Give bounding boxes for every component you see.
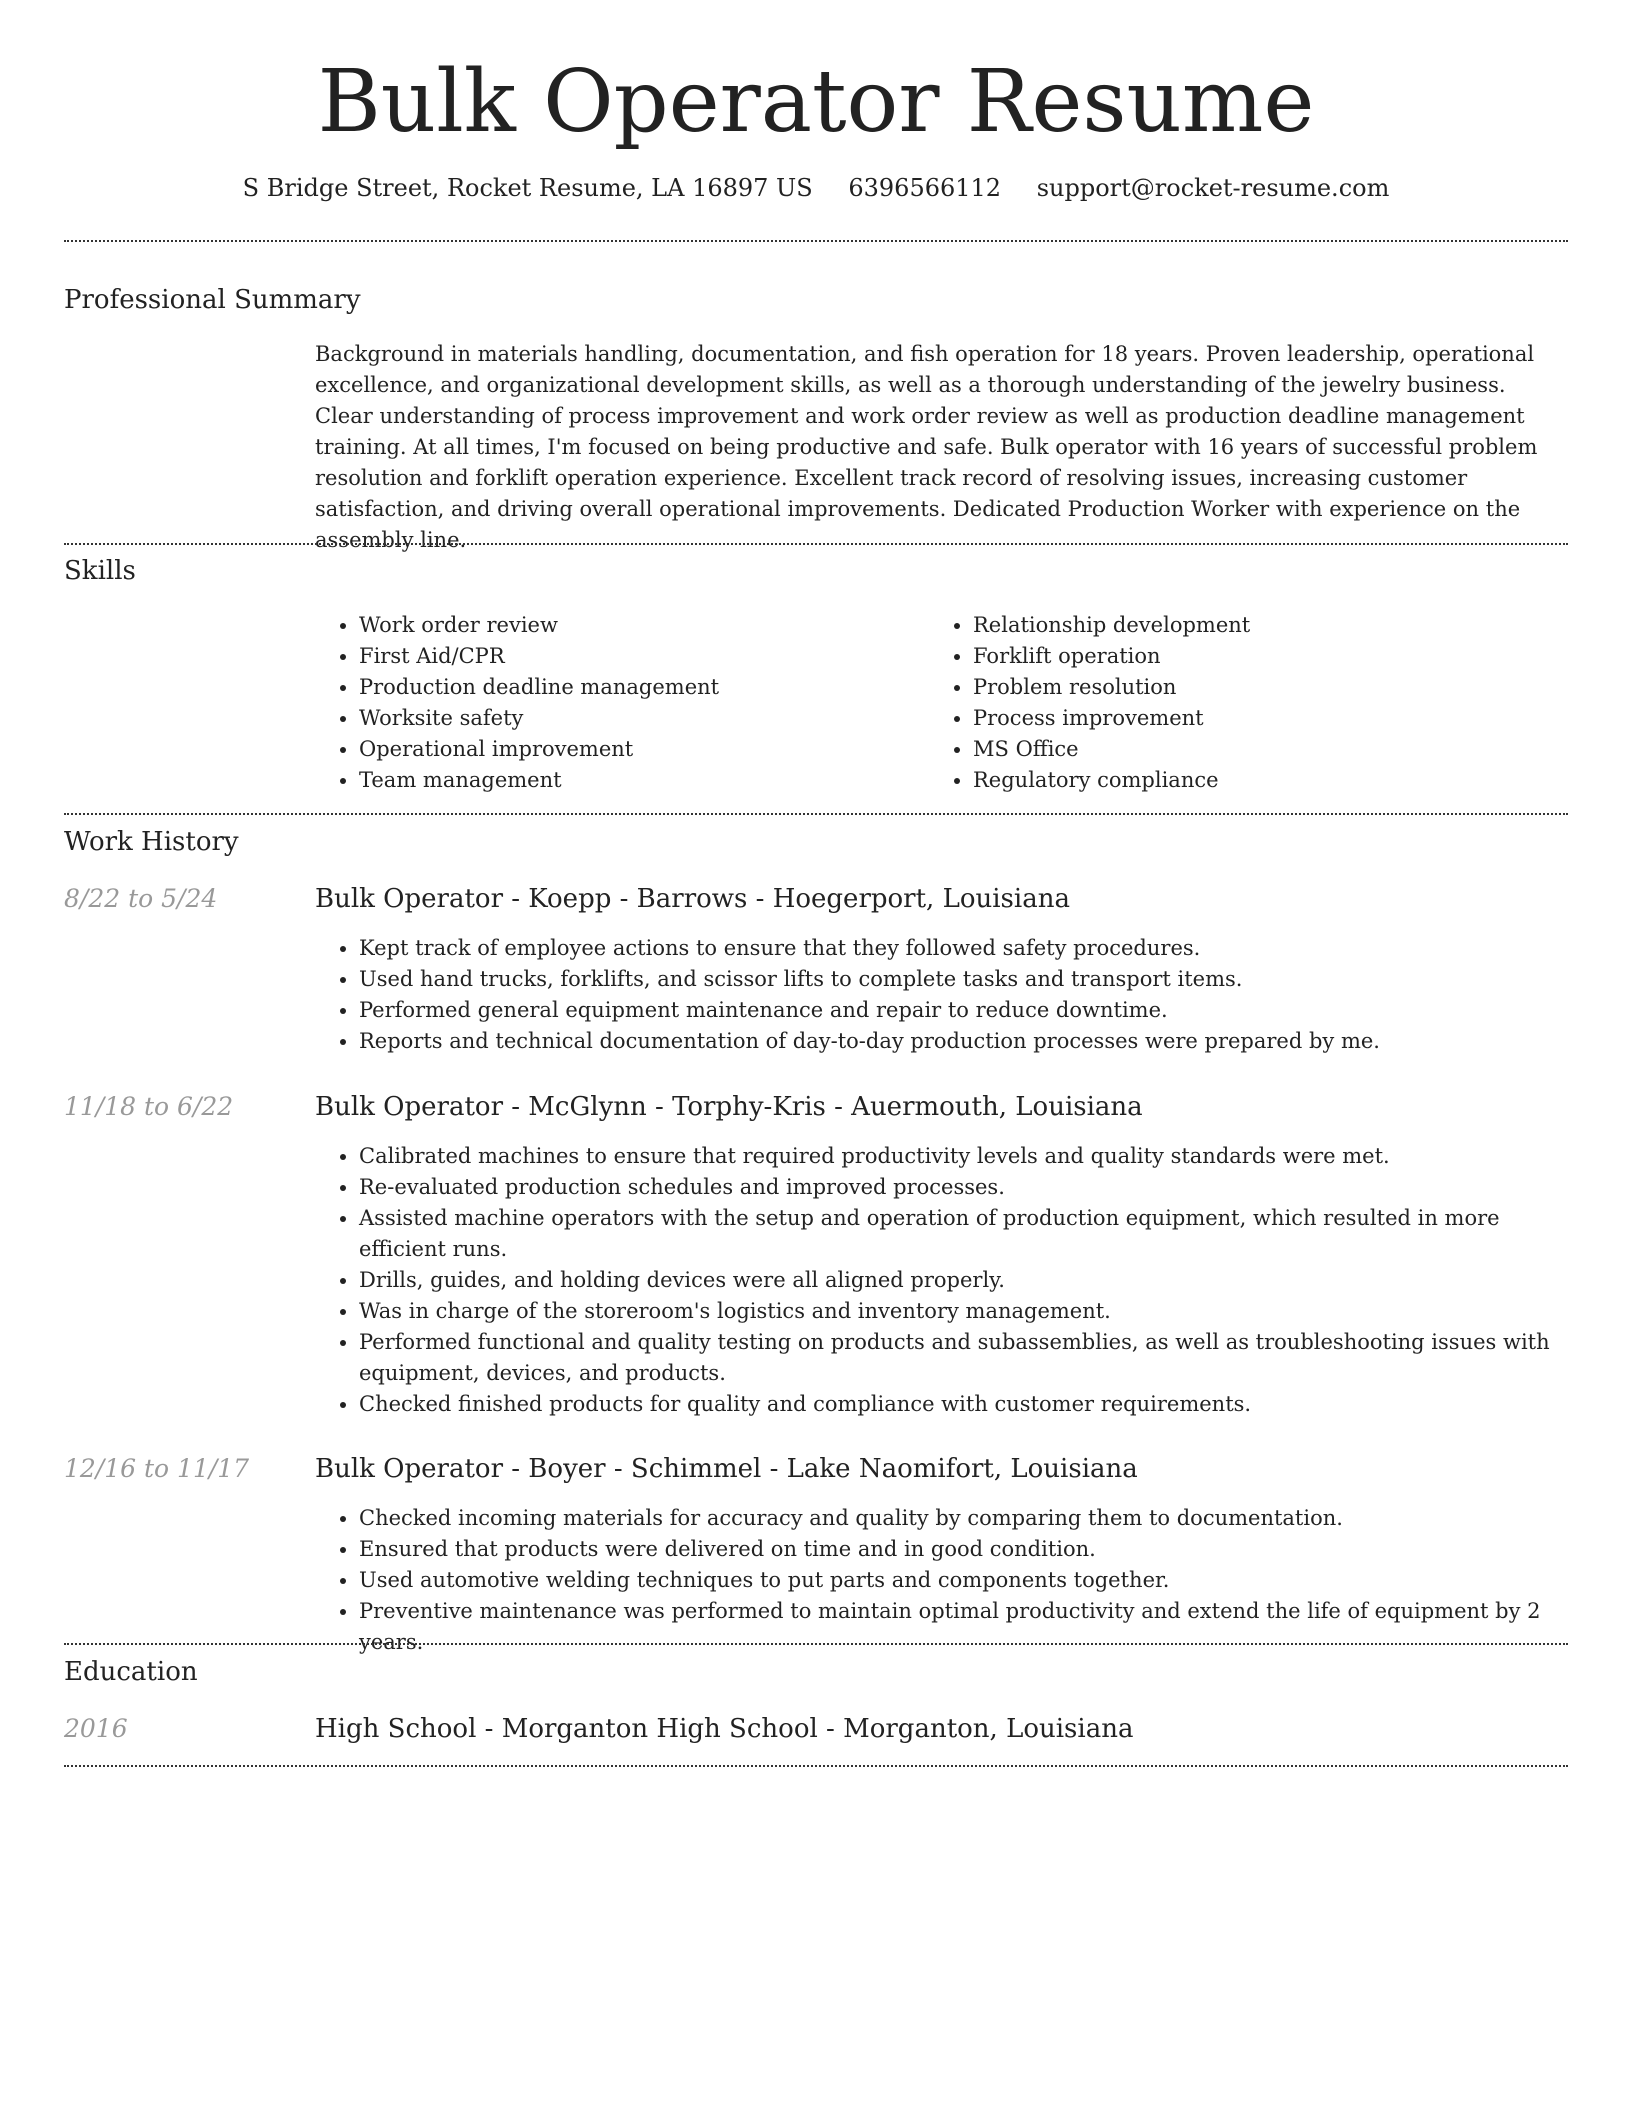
job-bullets [315,1141,1565,1420]
education-year: 2016 [64,1714,128,1743]
job-bullet: • Preventive maintenance was performed to maintain optimal productivity and extend the life of equipment by 2 years. [359,1596,1565,1658]
skill-item: • Forklift operation [973,641,1529,672]
job-title: Bulk Operator - Boyer - Schimmel - Lake Naomifort, Louisiana [315,1454,1138,1484]
phone: 6396566112 [848,174,1002,202]
skill-item: • Regulatory compliance [973,765,1529,796]
skills-column-right [929,610,1529,796]
resume-title: Bulk Operator Resume [317,52,1315,152]
divider [64,1643,1568,1645]
skill-item: • Production deadline management [359,672,915,703]
divider [64,1765,1568,1767]
job-bullet: • Was in charge of the storeroom's logistics and inventory management. [359,1296,1565,1327]
skill-item: • Relationship development [973,610,1529,641]
job-dates: 8/22 to 5/24 [64,884,218,913]
skills-column-left [315,610,915,796]
job-bullet: • Used automotive welding techniques to put parts and components together. [359,1565,1565,1596]
skill-item: • Worksite safety [359,703,915,734]
email: support@rocket-resume.com [1036,174,1390,202]
address: S Bridge Street, Rocket Resume, LA 16897 US [242,174,813,202]
job-bullet: • Calibrated machines to ensure that required productivity levels and quality standards were met. [359,1141,1565,1172]
job-bullet: • Drills, guides, and holding devices were all aligned properly. [359,1265,1565,1296]
section-title-education: Education [64,1657,198,1687]
divider [64,240,1568,242]
skill-item: • Work order review [359,610,915,641]
skill-item: • Process improvement [973,703,1529,734]
job-bullet: • Performed general equipment maintenance and repair to reduce downtime. [359,995,1565,1026]
section-title-skills: Skills [64,556,136,586]
job-dates: 11/18 to 6/22 [64,1092,234,1121]
job-bullet: • Assisted machine operators with the setup and operation of production equipment, which resulted in more efficient runs. [359,1203,1565,1265]
skill-item: • First Aid/CPR [359,641,915,672]
education-entry: High School - Morganton High School - Morganton, Louisiana [315,1714,1134,1744]
section-title-work-history: Work History [64,827,239,857]
divider [64,543,1568,545]
job-bullet: • Checked finished products for quality and compliance with customer requirements. [359,1389,1565,1420]
divider [64,813,1568,815]
job-bullet: • Reports and technical documentation of day-to-day production processes were prepared by me. [359,1026,1565,1057]
section-title-summary: Professional Summary [64,285,361,315]
job-bullet: • Kept track of employee actions to ensure that they followed safety procedures. [359,933,1565,964]
job-title: Bulk Operator - Koepp - Barrows - Hoegerport, Louisiana [315,884,1070,914]
skill-item: • MS Office [973,734,1529,765]
job-bullet: • Checked incoming materials for accuracy and quality by comparing them to documentation. [359,1503,1565,1534]
job-bullets [315,933,1565,1057]
skill-item: • Problem resolution [973,672,1529,703]
skill-item: • Team management [359,765,915,796]
job-dates: 12/16 to 11/17 [64,1454,250,1483]
skill-item: • Operational improvement [359,734,915,765]
job-bullets [315,1503,1565,1658]
job-title: Bulk Operator - McGlynn - Torphy-Kris - Auermouth, Louisiana [315,1092,1143,1122]
job-bullet: • Used hand trucks, forklifts, and scissor lifts to complete tasks and transport items. [359,964,1565,995]
job-bullet: • Performed functional and quality testing on products and subassemblies, as well as troubleshooting issues with equipment, devices, and products. [359,1327,1565,1389]
job-bullet: • Ensured that products were delivered on time and in good condition. [359,1534,1565,1565]
summary-text: Background in materials handling, documentation, and fish operation for 18 years. Proven leadership, operational excellence, and organizational development skills, as well as a thorough understanding of the jewelry business. Clear understanding of process improvement and work order review as well as production deadline management training. At all times, I'm focused on being productive and safe. Bulk operator with 16 years of successful problem resolution and forklift operation experience. Excellent track record of resolving issues, increasing customer satisfaction, and driving overall operational improvements. Dedicated Production Worker with experience on the assembly line. [315,342,1538,552]
job-bullet: • Re-evaluated production schedules and improved processes. [359,1172,1565,1203]
contact-line [0,170,1632,206]
